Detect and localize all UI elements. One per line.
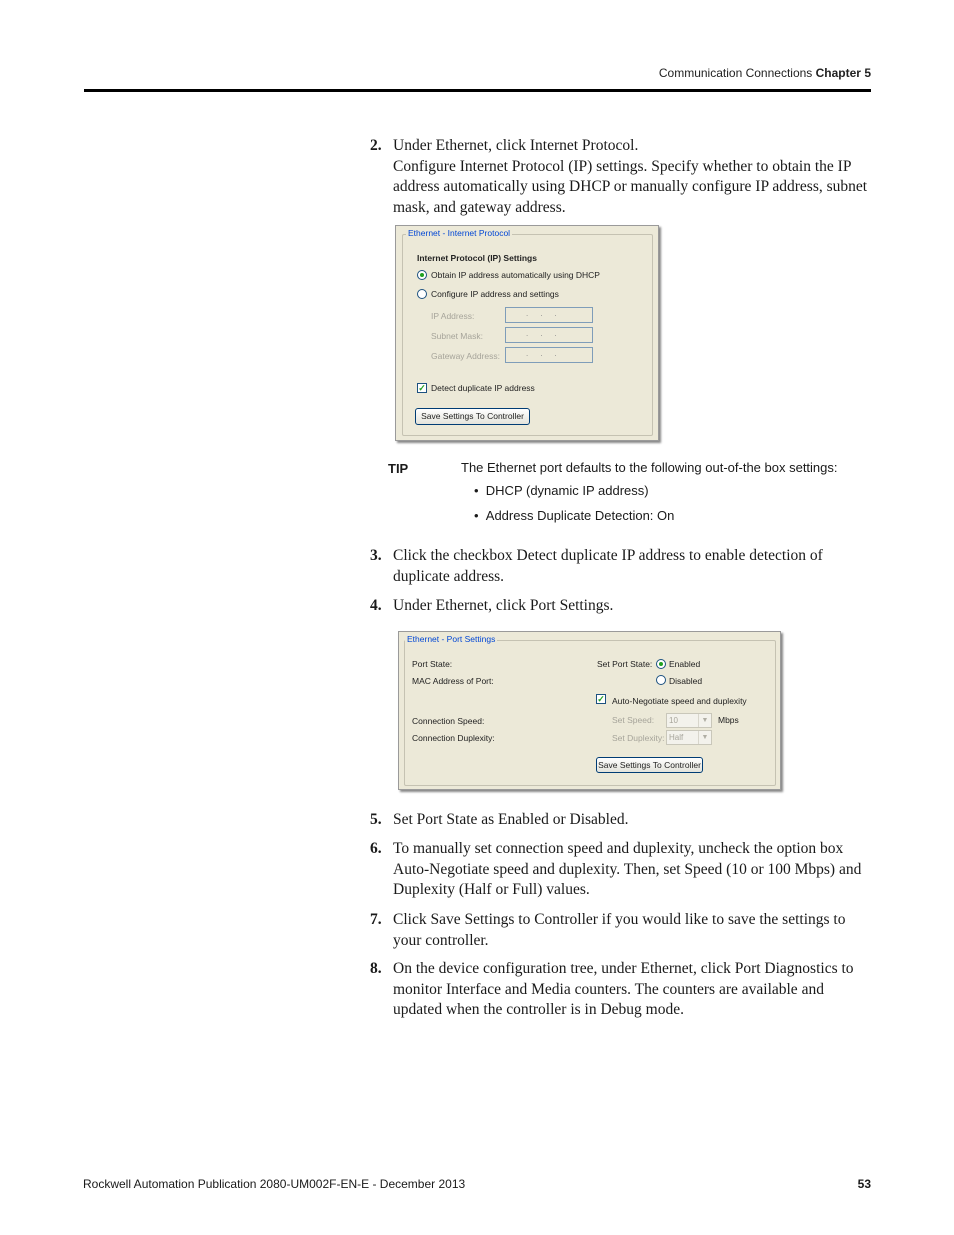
radio-disabled[interactable] — [656, 675, 666, 685]
duplexity-select-value: Half — [669, 733, 684, 742]
ip-save-settings-button[interactable]: Save Settings To Controller — [415, 408, 530, 425]
step-6 — [370, 839, 870, 901]
connection-speed-label: Connection Speed: — [412, 716, 485, 726]
auto-negotiate-label: Auto-Negotiate speed and duplexity — [612, 696, 747, 706]
step-8-text: On the device configuration tree, under Ethernet, click Port Diagnostics to monitor Interface and Media counters. The counters are available and updated when the controller is in Debug mode. — [393, 960, 854, 1018]
tip-bullet-1: • DHCP (dynamic IP address) — [474, 483, 649, 498]
step-7 — [370, 910, 870, 951]
speed-select[interactable] — [666, 713, 712, 728]
tip-bullet-1-text: DHCP (dynamic IP address) — [485, 483, 649, 498]
step-3 — [370, 546, 870, 587]
set-speed-label: Set Speed: — [612, 715, 655, 725]
step-number: 8. — [370, 960, 382, 977]
set-port-state-label: Set Port State: — [597, 659, 653, 669]
gateway-address-field[interactable]: ... — [505, 347, 593, 363]
port-save-settings-button[interactable]: Save Settings To Controller — [596, 757, 703, 773]
ip-address-field[interactable]: ... — [505, 307, 593, 323]
duplexity-select[interactable] — [666, 730, 712, 745]
speed-unit: Mbps — [718, 715, 739, 725]
step-2 — [370, 136, 870, 218]
port-dialog-title: Ethernet - Port Settings — [407, 634, 496, 644]
footer-page-number: 53 — [857, 1177, 871, 1191]
radio-dhcp-label: Obtain IP address automatically using DHCP — [431, 270, 600, 280]
detect-duplicate-checkbox[interactable]: ✓ — [418, 383, 426, 393]
port-group-box — [404, 640, 776, 786]
step-7-text: Click Save Settings to Controller if you would like to save the settings to your controller. — [393, 911, 846, 949]
step-number: 5. — [370, 811, 382, 828]
step-2-line-1: Under Ethernet, click Internet Protocol. — [393, 137, 639, 154]
set-duplexity-label: Set Duplexity: — [612, 733, 665, 743]
header-section: Communication Connections — [658, 66, 813, 80]
radio-dhcp[interactable] — [417, 270, 427, 280]
port-state-label: Port State: — [412, 659, 453, 669]
gateway-address-label: Gateway Address: — [431, 351, 500, 361]
step-3-text: Click the checkbox Detect duplicate IP address to enable detection of duplicate address. — [393, 547, 823, 585]
tip-label: TIP — [388, 461, 409, 476]
subnet-mask-label: Subnet Mask: — [431, 331, 483, 341]
step-number: 3. — [370, 547, 382, 564]
step-5-text: Set Port State as Enabled or Disabled. — [393, 811, 629, 828]
mac-address-label: MAC Address of Port: — [412, 676, 494, 686]
radio-manual[interactable] — [417, 289, 427, 299]
ip-settings-dialog — [395, 225, 659, 441]
auto-negotiate-checkbox[interactable]: ✓ — [597, 694, 605, 704]
step-4 — [370, 596, 870, 617]
ip-address-label: IP Address: — [431, 311, 475, 321]
radio-enabled[interactable] — [656, 659, 666, 669]
step-number: 4. — [370, 597, 382, 614]
step-number: 2. — [370, 137, 382, 154]
radio-enabled-label: Enabled — [669, 659, 701, 669]
radio-disabled-label: Disabled — [669, 676, 703, 686]
step-6-text: To manually set connection speed and duplexity, uncheck the option box Auto-Negotiate speed and duplexity. Then, set Speed (10 or 100 Mbps) and Duplexity (Half or Full) values. — [393, 840, 862, 898]
running-header — [659, 66, 871, 80]
step-2-line-2: Configure Internet Protocol (IP) settings. Specify whether to obtain the IP address automatically using DHCP or manually configure IP address, subnet mask, and gateway address. — [393, 157, 868, 216]
step-number: 6. — [370, 840, 382, 857]
tip-bullet-2-text: Address Duplicate Detection: On — [485, 508, 675, 523]
tip-text: The Ethernet port defaults to the following out-of-the box settings: — [461, 460, 838, 475]
header-chapter: Chapter 5 — [815, 66, 871, 80]
step-5 — [370, 810, 870, 831]
step-number: 7. — [370, 911, 382, 928]
chevron-down-icon: ▼ — [698, 714, 711, 727]
connection-duplexity-label: Connection Duplexity: — [412, 733, 495, 743]
chevron-down-icon: ▼ — [698, 731, 711, 744]
detect-duplicate-label: Detect duplicate IP address — [431, 383, 535, 393]
step-4-text: Under Ethernet, click Port Settings. — [393, 597, 614, 614]
speed-select-value: 10 — [669, 716, 678, 725]
footer-publication: Rockwell Automation Publication 2080-UM002F-EN-E - December 2013 — [83, 1177, 466, 1191]
radio-manual-label: Configure IP address and settings — [431, 289, 559, 299]
ip-settings-heading: Internet Protocol (IP) Settings — [417, 253, 537, 263]
header-rule — [84, 89, 871, 92]
step-8 — [370, 959, 870, 1021]
tip-bullet-2: • Address Duplicate Detection: On — [474, 508, 675, 523]
ip-dialog-title: Ethernet - Internet Protocol — [408, 228, 511, 238]
port-settings-dialog — [398, 631, 781, 790]
subnet-mask-field[interactable]: ... — [505, 327, 593, 343]
